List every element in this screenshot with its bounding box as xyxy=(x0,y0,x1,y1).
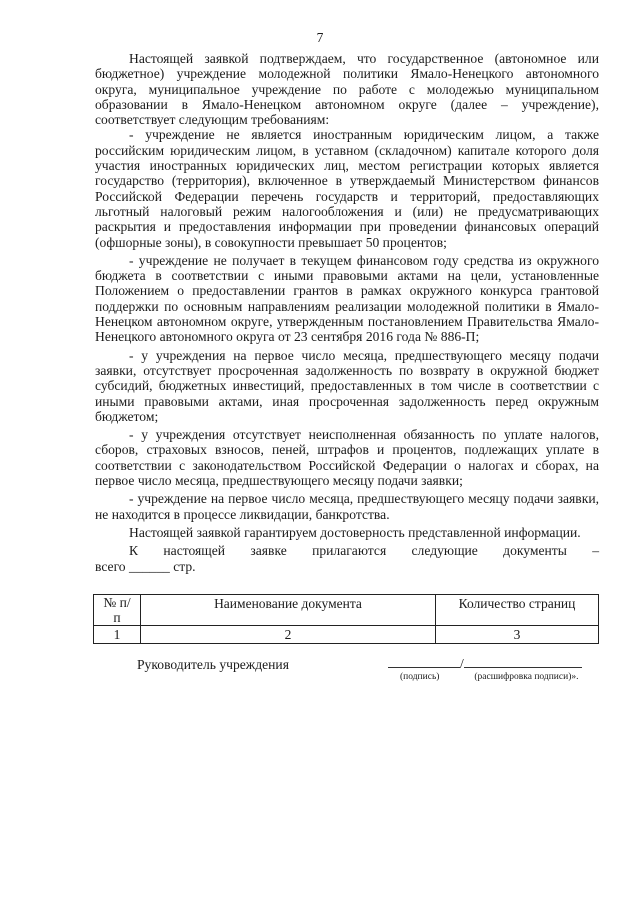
total-prefix: всего xyxy=(95,558,126,574)
attachments-total xyxy=(95,559,599,574)
signature-captions xyxy=(400,672,578,682)
paragraph-requirement-4: - у учреждения отсутствует неисполненная обязанность по уплате налогов, сборов, страховых взносов, пеней, штрафов и процентов, подлежащих уплате в соответствии с законодательством Российской Федерации о налогах и сборах, на первое число месяца, предшествующего месяцу подачи заявки; xyxy=(95,427,599,489)
paragraph-intro: Настоящей заявкой подтверждаем, что государственное (автономное или бюджетное) учреждение молодежной политики Ямало-Ненецкого автономного округа, муниципальное учреждение по работе с молодежью муниципальном образовании в Ямало-Ненецком автономном округе (далее – учреждение), соответствует следующим требованиям: xyxy=(95,51,599,128)
document-body xyxy=(95,51,599,574)
signature-line[interactable] xyxy=(388,655,460,668)
paragraph-attachments xyxy=(95,543,599,558)
paragraph-requirement-2: - учреждение не получает в текущем финансовом году средства из окружного бюджета в соответствии с иными правовыми актами на цели, установленные Положением о предоставлении грантов в рамках окружного конкурса грантовой поддержки по основным направлениям реализации молодежной политики в Ямало-Ненецком автономном округе, утвержденным постановлением Правительства Ямало-Ненецкого автономного округа от 23 сентября 2016 года № 886-П; xyxy=(95,252,599,345)
total-pages-blank: ______ xyxy=(129,558,170,574)
table-cell: 3 xyxy=(436,626,599,644)
caption-signature: (подпись) xyxy=(400,672,440,682)
total-suffix: стр. xyxy=(173,558,196,574)
page-number: 7 xyxy=(316,30,324,45)
table-row xyxy=(94,626,599,644)
documents-table xyxy=(93,594,599,644)
signature-lines xyxy=(388,655,588,672)
paragraph-requirement-5: - учреждение на первое число месяца, предшествующего месяцу подачи заявки, не находится в процессе ликвидации, банкротства. xyxy=(95,491,599,522)
paragraph-requirement-1: - учреждение не является иностранным юридическим лицом, а также российским юридическим лицом, в уставном (складочном) капитале которого доля участия иностранных юридических лиц, местом регистрации которых является государство (территория), включенное в утверждаемый Министерством финансов Российской Федерации перечень государств и территорий, предоставляющих льготный налоговый режим налогообложения и (или) не предусматривающих раскрытия и предоставления информации при проведении финансовых операций (офшорные зоны), в совокупности превышает 50 процентов; xyxy=(95,127,599,250)
column-header-number: № п/п xyxy=(94,595,141,626)
table-cell: 2 xyxy=(141,626,436,644)
signature-decoding-line[interactable] xyxy=(464,655,582,668)
attachments-text: К настоящей заявке прилагаются следующие документы – xyxy=(129,543,599,559)
table-cell: 1 xyxy=(94,626,141,644)
signature-separator: / xyxy=(460,656,464,671)
table-header-row xyxy=(94,595,599,626)
column-header-page-count: Количество страниц xyxy=(436,595,599,626)
column-header-document-name: Наименование документа xyxy=(141,595,436,626)
paragraph-guarantee: Настоящей заявкой гарантируем достоверность представленной информации. xyxy=(129,524,581,540)
signature-label: Руководитель учреждения xyxy=(137,657,289,672)
paragraph-requirement-3: - у учреждения на первое число месяца, предшествующего месяцу подачи заявки, отсутствует просроченная задолженность по возврату в окружной бюджет субсидий, бюджетных инвестиций, предоставленных в том числе в соответствии с иными правовыми актами, иная просроченная задолженность перед окружным бюджетом; xyxy=(95,347,599,424)
caption-decoding: (расшифровка подписи)». xyxy=(474,672,579,682)
